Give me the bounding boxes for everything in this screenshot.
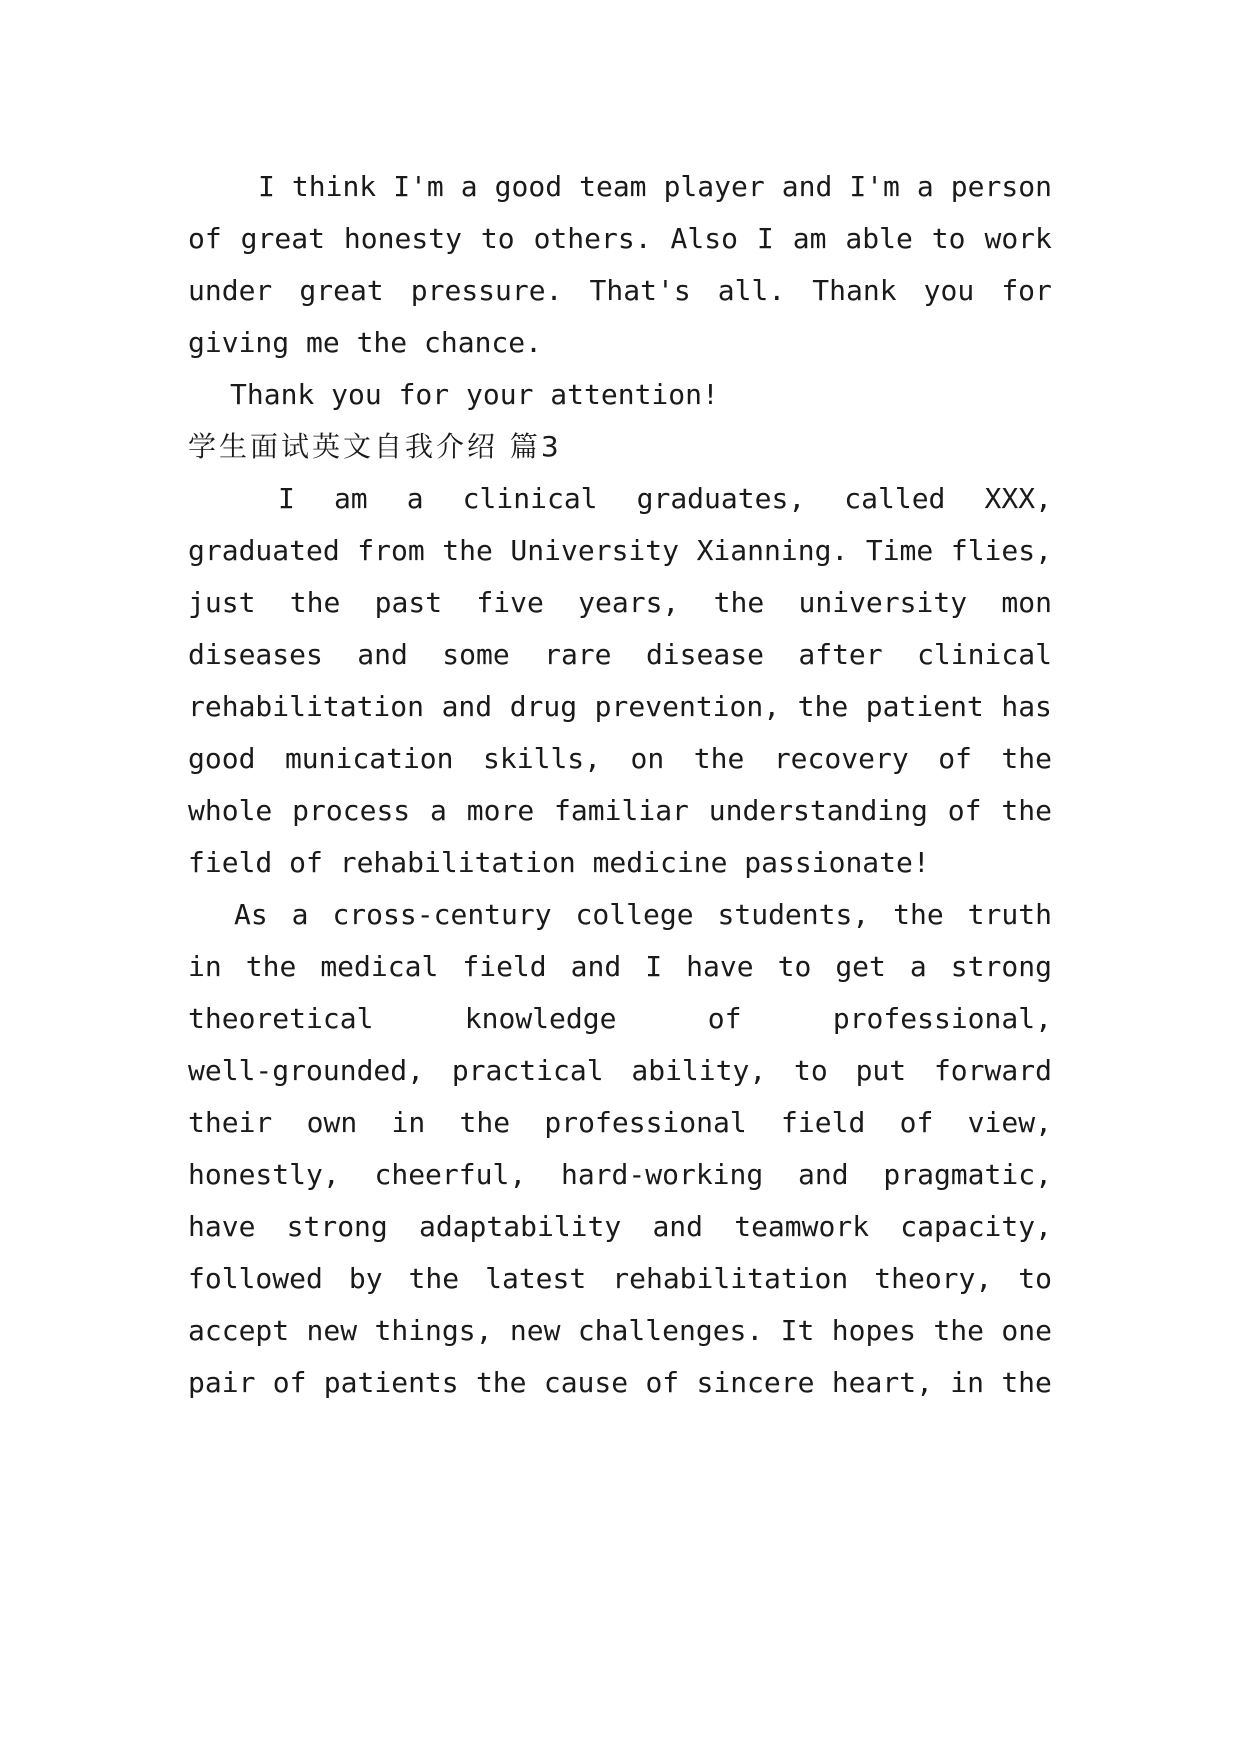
word: challenges. [577, 1314, 764, 1347]
word: have [188, 1210, 256, 1243]
paragraph-line [188, 1094, 1052, 1152]
word: the [475, 1366, 527, 1399]
word: the [933, 1314, 984, 1347]
word: field [781, 1106, 866, 1139]
paragraph-line [188, 1354, 1052, 1412]
word: and [570, 950, 622, 983]
paragraph-line [188, 782, 1052, 840]
word: knowledge [464, 1002, 617, 1035]
word: person [950, 170, 1052, 203]
word: of [188, 222, 222, 255]
word: accept [188, 1314, 290, 1347]
word: of [938, 742, 972, 775]
word: process [292, 794, 411, 827]
word: clinical [917, 638, 1052, 671]
word: the [1001, 742, 1052, 775]
word: prevention, [594, 690, 781, 723]
word: rehabilitation [188, 690, 425, 723]
word: things, [374, 1314, 493, 1347]
word: others. [533, 222, 652, 255]
word: to [777, 950, 812, 983]
word: medical [320, 950, 439, 983]
word: I'm [849, 170, 900, 203]
word: view, [967, 1106, 1052, 1139]
word: recovery [773, 742, 909, 775]
word: good [494, 170, 563, 203]
word: It [780, 1314, 815, 1347]
word: honesty [343, 222, 462, 255]
word: hard-working [560, 1158, 764, 1191]
word: and [781, 170, 833, 203]
paragraph-line [188, 938, 1052, 996]
word: a [916, 170, 934, 203]
word: capacity, [900, 1210, 1052, 1243]
word: strong [950, 950, 1052, 983]
paragraph-line [188, 1042, 1052, 1100]
word: followed [188, 1262, 323, 1295]
word: five [476, 586, 544, 619]
paragraph-line [188, 626, 1052, 684]
word: and [441, 690, 493, 723]
word: a [406, 482, 424, 515]
word: to [931, 222, 966, 255]
word: disease [645, 638, 764, 671]
word: a [291, 898, 309, 931]
word: Xianning. [696, 534, 849, 567]
word: put [855, 1054, 907, 1087]
word: on [630, 742, 665, 775]
word: under [188, 274, 273, 307]
paragraph-line [188, 730, 1052, 788]
word: patients [323, 1366, 459, 1399]
word: professional, [832, 1002, 1052, 1035]
word: one [1001, 1314, 1052, 1347]
word: and [798, 1158, 849, 1191]
word: some [442, 638, 510, 671]
word: to [480, 222, 515, 255]
word: hopes [831, 1314, 917, 1347]
word: college [575, 898, 694, 931]
word: students, [717, 898, 870, 931]
word: of [645, 1366, 680, 1399]
word: all. [717, 274, 786, 307]
word: graduates, [636, 482, 806, 515]
word: Thank [812, 274, 897, 307]
paragraph-line [188, 158, 1052, 216]
word: theoretical [188, 1002, 374, 1035]
document-page [188, 0, 1052, 1754]
word: pair [188, 1366, 256, 1399]
word: the [408, 1262, 460, 1295]
word: graduated [188, 534, 340, 567]
word: great [240, 222, 325, 255]
word: munication [284, 742, 454, 775]
word: from [357, 534, 425, 567]
word: called [844, 482, 946, 515]
word: player [663, 170, 765, 203]
word: I'm [393, 170, 444, 203]
word: clinical [462, 482, 598, 515]
word: the [442, 534, 493, 567]
word: the [459, 1106, 511, 1139]
word: whole [188, 794, 273, 827]
word: ability, [631, 1054, 767, 1087]
word: cheerful, [374, 1158, 527, 1191]
word: the [713, 586, 765, 619]
word: the [1001, 1366, 1052, 1399]
word: Also [670, 222, 738, 255]
word: of [947, 794, 982, 827]
word: to [1018, 1262, 1052, 1295]
word: honestly, [188, 1158, 340, 1191]
word: field [462, 950, 547, 983]
word: am [792, 222, 827, 255]
word: have [686, 950, 754, 983]
word: their [188, 1106, 273, 1139]
word: new [306, 1314, 358, 1347]
paragraph-line [188, 990, 1052, 1048]
word: theory, [874, 1262, 993, 1295]
word: work [984, 222, 1052, 255]
word: past [374, 586, 443, 619]
word: great [299, 274, 384, 307]
word: understanding [708, 794, 928, 827]
word: cause [543, 1366, 629, 1399]
word: rare [544, 638, 612, 671]
word: latest [485, 1262, 587, 1295]
word: cross-century [332, 898, 552, 931]
paragraph-line [188, 1198, 1052, 1256]
word: the [693, 742, 745, 775]
word: in [188, 950, 222, 983]
word: the [289, 586, 341, 619]
word: and [652, 1210, 704, 1243]
word: university [798, 586, 968, 619]
word: professional [544, 1106, 747, 1139]
paragraph-line [188, 522, 1052, 580]
paragraph-line [188, 678, 1052, 736]
word: strong [286, 1210, 388, 1243]
word: in [950, 1366, 984, 1399]
word: own [306, 1106, 358, 1139]
word: I [645, 950, 663, 983]
word: able [845, 222, 913, 255]
word: in [391, 1106, 426, 1139]
word: a [430, 794, 447, 827]
section-heading: 学生面试英文自我介绍 篇3 [188, 430, 562, 463]
word: a [460, 170, 478, 203]
word: of [272, 1366, 307, 1399]
word: XXX, [984, 482, 1052, 515]
paragraph-line [188, 1146, 1052, 1204]
word: diseases [188, 638, 323, 671]
word: skills, [483, 742, 602, 775]
word: by [348, 1262, 383, 1295]
word: well-grounded, [188, 1054, 425, 1087]
word: you [923, 274, 975, 307]
word: I [278, 482, 295, 515]
paragraph-line [188, 886, 1052, 944]
word: I [258, 170, 275, 203]
word: get [835, 950, 886, 983]
word: am [333, 482, 368, 515]
paragraph-line: Thank you for your attention! [230, 378, 719, 411]
word: patient [865, 690, 984, 723]
word: new [509, 1314, 561, 1347]
word: the [1001, 794, 1052, 827]
word: to [794, 1054, 828, 1087]
word: Time [865, 534, 934, 567]
word: flies, [950, 534, 1052, 567]
word: I [756, 222, 774, 255]
paragraph-line: field of rehabilitation medicine passionate! [188, 846, 930, 879]
word: mon [1001, 586, 1052, 619]
word: heart, [831, 1366, 933, 1399]
word: good [188, 742, 256, 775]
word: truth [967, 898, 1052, 931]
paragraph-line [188, 210, 1052, 268]
word: adaptability [418, 1210, 622, 1243]
paragraph-line [188, 574, 1052, 632]
word: forward [933, 1054, 1052, 1087]
paragraph-line: giving me the chance. [188, 326, 543, 359]
word: a [909, 950, 927, 983]
word: University [510, 534, 679, 567]
word: has [1001, 690, 1052, 723]
word: teamwork [734, 1210, 870, 1243]
word: think [291, 170, 377, 203]
word: the [893, 898, 944, 931]
word: familiar [554, 794, 689, 827]
word: and [357, 638, 408, 671]
word: That's [589, 274, 691, 307]
word: the [245, 950, 297, 983]
paragraph-line [188, 470, 1052, 528]
word: sincere [696, 1366, 815, 1399]
word: years, [578, 586, 680, 619]
word: drug [509, 690, 578, 723]
word: after [798, 638, 883, 671]
word: pragmatic, [883, 1158, 1052, 1191]
word: of [707, 1002, 742, 1035]
word: rehabilitation [612, 1262, 849, 1295]
word: pressure. [410, 274, 563, 307]
paragraph-line [188, 262, 1052, 320]
word: more [466, 794, 535, 827]
word: for [1001, 274, 1052, 307]
paragraph-line [188, 1302, 1052, 1360]
word: team [579, 170, 647, 203]
word: of [899, 1106, 934, 1139]
word: the [797, 690, 849, 723]
word: As [234, 898, 268, 931]
paragraph-line [188, 1250, 1052, 1308]
word: practical [451, 1054, 604, 1087]
word: just [188, 586, 256, 619]
